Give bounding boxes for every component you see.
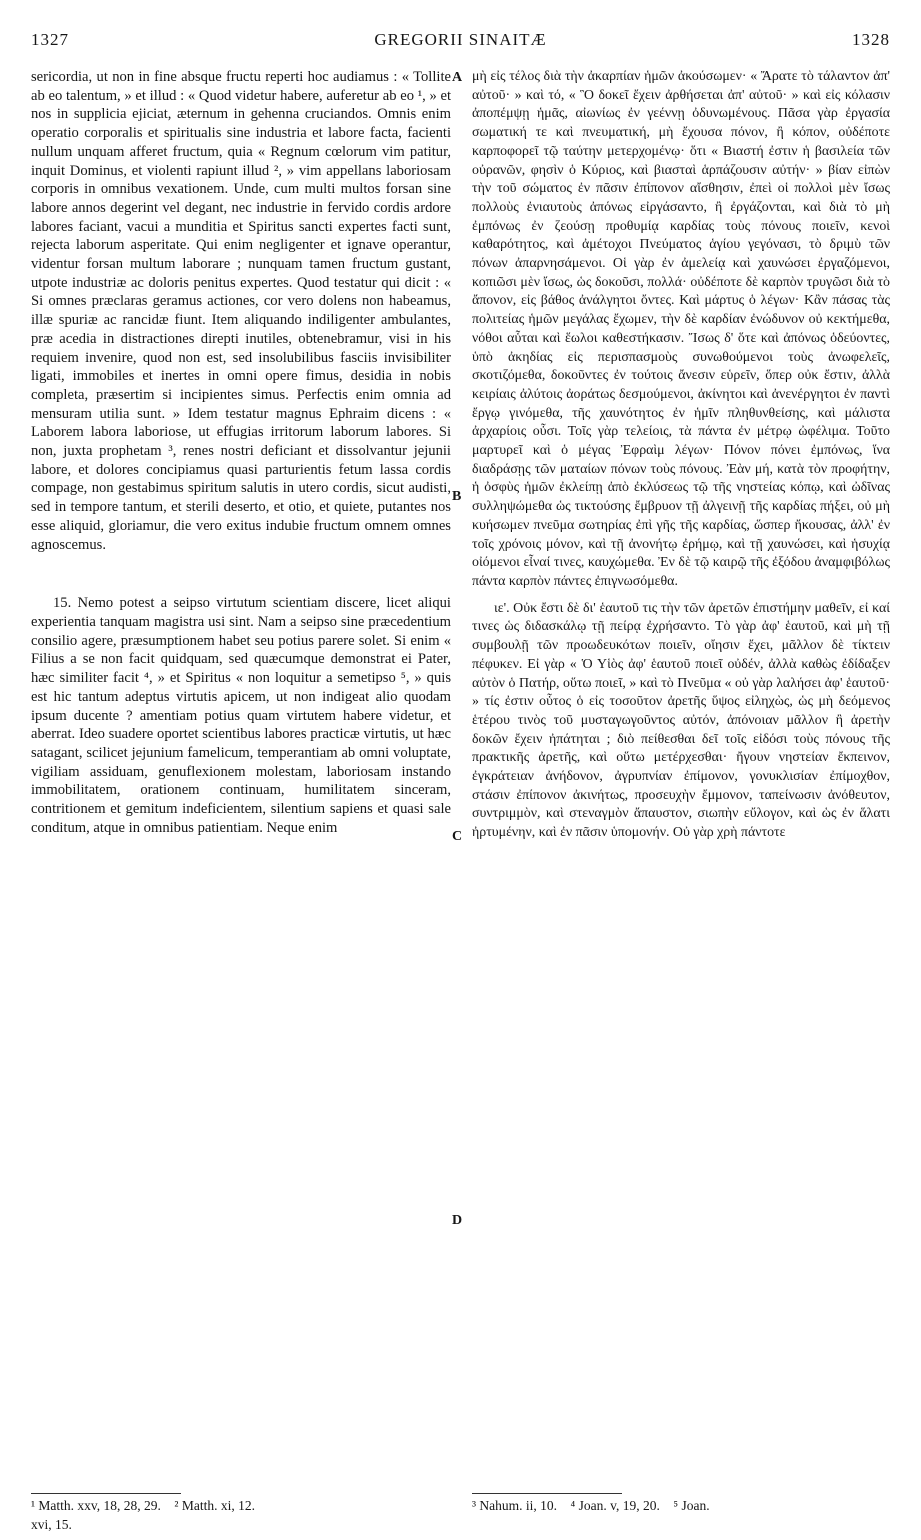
running-title: GREGORII SINAITÆ bbox=[374, 30, 547, 49]
latin-paragraph-1: sericordia, ut non in fine absque fructu reperti hoc audiamus : « Tollite ab eo talentum, » et illud : « Quod videtur habere, auferetur ab eo ¹, » et nos in supplicia ejiciat, æternum in gehenna cruciandos. Omnis enim operatio corporalis et spiritualis sine industria et labore facta, facienti nullum unquam afferet fructum, quia « Regnum cœlorum vim patitur, inquit Dominus, et violenti rapiunt illud ², » vim appellans laboriosam corporis in omnibus vexationem. Unde, cum multi multos forsan sine labore annos degerint vel degant, nec industrie in fervido cordis ardore labores faciant, vacui a munditia et Spiritus sancti expertes facti sunt, rejecta laborum asperitate. Qui enim negligenter et ignave operantur, videntur forsan multum laborare ; nunquam tamen fructum gustant, utpote industriæ ac doloris penitus expertes. Quod testatur qui dicit : « Si omnes præclaras geramus actiones, cor vero dolens non habeamus, illæ spuriæ ac rancidæ fiunt. Item aliquando indiligenter ambulantes, præ acedia in distractiones direpti inutiles, obtenebramur, visi in his requiem invenire, quod non est, sed insolubilibus fasciis invisibiliter ligati, immobiles et inertes in omni opere fimus, desidia in nobis completa, præsertim si incipientes simus. Perfectis enim omnia ad mensuram utilia sunt. » Idem testatur magnus Ephraim dicens : « Laborem labora laboriose, ut effugias irritorum laborum labores. Si non, juxta prophetam ³, renes nostri deficiant et dissolvantur jejunii labore, et dolores concipiamus quasi parturientis fetum lassa cordis compage, non gestabimus spiritum salutis in utero cordis, sicut audisti, sed in tempore tantum, et sterili deserto, et otio, et quiete, putantes nos esse aliquid, gloriamur, die vero exitus indubie fructum omnem omnes agnoscemus. bbox=[31, 69, 451, 553]
margin-letter-d: D bbox=[452, 1213, 463, 1228]
latin-paragraph-2: 15. Nemo potest a seipso virtutum scientiam discere, licet aliqui experientia tanquam magistra usi sint. Nam a seipso sine præcedentium consilio agere, præsumptionem habet seu potius parere solet. Si enim « Filius a se non facit quidquam, sed quæcumque demonstrat ei Pater, hæc similiter facit ⁴, » et Spiritus « non loquitur a semetipso ⁵, » quis est hic tantum adeptus virtutis apicem, ut non indigeat alio quodam ipsum ducente ? amentiam potius quam virtutem habere videtur, et aberrat. Ideo suadere oportet scientibus labores practicæ virtutis, ut hæc satagant, scilicet jejunium famelicum, temperantiam ab omni voluptate, vigiliam assiduam, genuflexionem molestam, laboriosam instando immobilitatem, orationem continuam, humilitatem sinceram, contritionem et gemitum indeficientem, silentium sapiens et quasi sale conditum, atque in omnibus patientiam. Neque enim bbox=[31, 595, 451, 836]
footnotes-left-continued: xvi, 15. bbox=[31, 1517, 72, 1532]
left-page-number: 1327 bbox=[31, 30, 69, 49]
greek-column bbox=[472, 68, 890, 843]
right-page-number: 1328 bbox=[852, 30, 890, 49]
margin-letter-a: A bbox=[452, 70, 463, 85]
greek-paragraph-2: ιε'. Οὐκ ἔστι δὲ δι' ἑαυτοῦ τις τὴν τῶν ἀρετῶν ἐπιστήμην μαθεῖν, εἰ καί τινες ὡς διδασκάλῳ τῇ πείρᾳ ἐχρήσαντο. Τὸ γὰρ ἀφ' ἑαυτοῦ, καὶ μὴ τῇ συμβουλῇ τῶν προωδευκότων ποιεῖν, οἴησιν ἔχει, μᾶλλον δὲ τίκτειν πέφυκεν. Εἰ γὰρ « Ὁ Υἱὸς ἀφ' ἑαυτοῦ ποιεῖ οὐδέν, ἀλλὰ καθὼς ἐδίδαξεν αὐτὸν ὁ Πατήρ, οὕτω ποιεῖ, » καὶ τὸ Πνεῦμα « οὐ γὰρ λαλήσει ἀφ' ἑαυτοῦ· » τίς ἐστιν οὗτος ὁ εἰς τοσοῦτον ἀρετῆς ὕψος εἰληχὼς, ὡς μὴ δεόμενος ἑτέρου τινὸς τοῦ μυσταγωγοῦντος αὐτόν, ἀπόνοιαν μᾶλλον ἢ ἀρετὴν δοκῶν ἔχειν ἠπάτηται ; διὸ πείθεσθαι δεῖ τοῖς εἰδόσι τοὺς πόνους τῆς πρακτικῆς ἀρετῆς, καὶ οὕτω μετέρχεσθαι· ἤγουν νηστείαν ἔκπεινον, ἐγκράτειαν ἀνήδονον, ἀγρυπνίαν ἐπίμονον, γονυκλισίαν ἐπίμοχθον, στάσιν ἐπίπονον ἀκινήτως, προσευχὴν ἔμμονον, ταπείνωσιν ἀνόθευτον, συντριμμὸν, καὶ στεναγμὸν ἄπαυστον, σιωπὴν εὔλογον, καὶ ὡς ἐν ἅλατι ἠρτυμένην, καὶ ἐν πᾶσιν ὑπομονήν. Οὐ γὰρ χρὴ πάντοτε bbox=[472, 600, 890, 841]
footnote-rule-left bbox=[31, 1493, 181, 1494]
margin-letter-b: B bbox=[452, 489, 462, 504]
footnotes-left: ¹ Matth. xxv, 18, 28, 29. ² Matth. xi, 12. bbox=[31, 1498, 255, 1513]
latin-column bbox=[31, 68, 451, 837]
greek-paragraph-1: μὴ εἰς τέλος διὰ τὴν ἀκαρπίαν ἡμῶν ἀκούσωμεν· « Ἄρατε τὸ τάλαντον ἀπ' αὐτοῦ· » καὶ τό, « Ὃ δοκεῖ ἔχειν ἀρθήσεται ἀπ' αὐτοῦ· » καὶ εἰς κόλασιν ἀποπέμψῃ ἡμᾶς, αἰωνίως ἐν γεέννῃ ὀδυνωμένους. Πᾶσα γὰρ ἐργασία σωματική τε καὶ πνευματική, μὴ ἔχουσα πόνον, ἢ κόπον, οὐδέποτε καρποφορεῖ τῷ ταύτην μετερχομένῳ· ὅτι « Βιαστή ἐστιν ἡ βασιλεία τῶν οὐρανῶν, φησὶν ὁ Κύριος, καὶ βιασταὶ ἁρπάζουσιν αὐτήν· » βίαν εἰπὼν τὴν τοῦ σώματος ἐν πᾶσιν ἐπίπονον αἴσθησιν, ἐπεὶ οἱ πολλοὶ μὲν ἴσως πολλοὺς ἐνιαυτοὺς ἀπόνως εἰργάσαντο, ἢ ἐργάζονται, καὶ διὰ τὸ μὴ ἐμπόνως ἐν ζεούσῃ προθυμίᾳ καρδίας τοὺς πόνους ποιεῖν, κενοὶ καθαρότητος, καὶ ἀμέτοχοι Πνεύματος ἁγίου γεγόνασι, τὸ δριμὺ τῶν πόνων ἀπαρνησάμενοι. Οἱ γὰρ ἐν ἀμελείᾳ καὶ χαυνώσει ἐργαζόμενοι, κοπιῶσι μὲν ἴσως, ὡς δοκοῦσι, πολλά· οὐδέποτε δὲ καρπὸν τρυγῶσι διὰ τὸ ἄπονον, εἰς βάθος ἀνάλγητοι ὄντες. Καὶ μάρτυς ὁ λέγων· Κἂν πάσας τὰς πολιτείας ἡμῶν μεγάλας ἔχωμεν, τὴν δὲ καρδίαν ἐνώδυνον οὐ κεκτήμεθα, νόθοι αὗται καὶ ἕωλοι καθεστήκασιν. Ἴσως δ' ὅτε καὶ ἀπόνως ὁδεύοντες, ὑπὸ ἀκηδίας εἰς περισπασμοὺς συνωθούμενοι τοὺς ἀνωφελεῖς, σκοτιζόμεθα, δοκοῦντες ἐν τούτοις ἄνεσιν εὑρεῖν, ὅπερ οὐκ ἔστιν, ἀλλὰ κειρίαις ἀλύτοις ἀοράτως δεσμούμενοι, ἀκίνητοι καὶ ἀνενέργητοι ἐν παντὶ ἔργῳ γινόμεθα, τῆς χαυνότητος ἐν ἡμῖν πληθυνθείσης, καὶ μάλιστα ἀρχαρίοις οὖσι. Τοῖς γὰρ τελείοις, τὰ πάντα ἐν μέτρῳ ὠφέλιμα. Τοῦτο μαρτυρεῖ καὶ ὁ μέγας Ἐφραὶμ λέγων· Πόνον πόνει ἐμπόνως, ἵνα διαδράσῃς τῶν ματαίων πόνων τοὺς πόνους. Ἐὰν μή, κατὰ τὸν προφήτην, ἡ ὀσφὺς ἡμῶν ἐκλείπῃ ἀπὸ ἐκλύσεως τῷ τῆς νηστείας κόπῳ, καὶ ὠδῖνας συλληψώμεθα ὡς τικτούσης ἔμβρυον τῇ ἀλγεινῇ τῆς καρδίας πήξει, οὐ μὴ κυήσωμεν πνεῦμα σωτηρίας ἐπὶ γῆς τῆς καρδίας, ὥσπερ ἤκουσας, ἀλλ' ἐν τοῖς χρόνοις μόνον, καὶ τῇ ἀνονήτῳ ἐρήμῳ, καὶ τῇ χαυνώσει, καὶ ἡσυχίᾳ οἰόμενοι εἶναί τινες, καυχώμεθα. Ἐν δὲ τῷ καιρῷ τῆς ἐξόδου ἀναμφιβόλως πάντα καρπὸν πάντες ἐπιγνωσόμεθα. bbox=[472, 69, 890, 589]
margin-letter-c: C bbox=[452, 829, 463, 844]
footnotes-right: ³ Nahum. ii, 10. ⁴ Joan. v, 19, 20. ⁵ Joan. bbox=[472, 1498, 710, 1513]
footnote-rule-right bbox=[472, 1493, 622, 1494]
